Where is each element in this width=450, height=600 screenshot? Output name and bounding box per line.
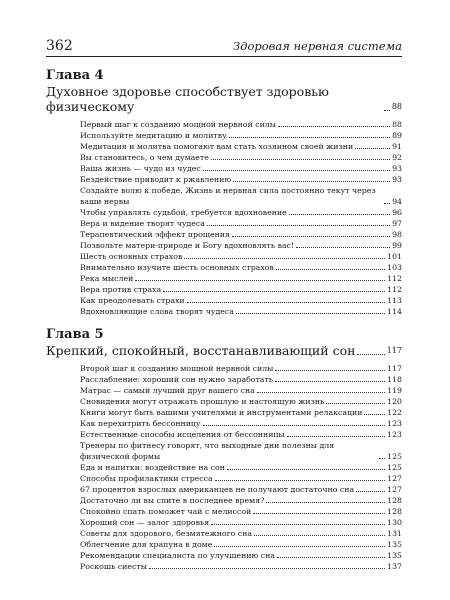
entry-title: Шесть основных страхов <box>80 252 183 261</box>
dot-leader <box>275 381 385 382</box>
entry-title: Создайте волю к победе. Жизнь и нервная сила постоянно текут через ваши нервы <box>80 186 376 206</box>
header-rule <box>46 56 402 57</box>
toc-entry[interactable] <box>80 295 402 306</box>
entry-page-number: 89 <box>392 131 402 140</box>
entry-title: 67 процентов взрослых американцев не получают достаточно сна <box>80 485 355 494</box>
chapter-title-row[interactable] <box>46 84 402 114</box>
entry-page-number: 93 <box>392 175 402 184</box>
entry-title: Книги могут быть вашими учителями и инструментами релаксации <box>80 408 363 417</box>
toc-entry[interactable] <box>80 284 402 295</box>
toc-entry[interactable] <box>80 119 402 130</box>
entry-title: Позвольте матери-природе и Богу вдохновлять вас! <box>80 241 295 250</box>
entry-page-number: 137 <box>387 562 402 571</box>
entry-title: Еда и напитки: воздействие на сон <box>80 463 225 472</box>
dot-leader <box>357 354 384 355</box>
dot-leader <box>289 214 390 215</box>
toc-entry[interactable] <box>80 130 402 141</box>
entry-title: Советы для здорового, безмятежного сна <box>80 529 253 538</box>
entry-title: Тренеры по фитнесу говорят, что выходные дни полезны для физической формы <box>80 441 335 461</box>
entry-title: Река мыслей <box>80 274 134 283</box>
entry-page-number: 101 <box>387 252 402 261</box>
toc-entry[interactable] <box>80 407 402 418</box>
dot-leader <box>355 148 390 149</box>
entry-title: Медитация и молитва помогают вам стать хозяином своей жизни <box>80 142 354 151</box>
entry-page-number: 128 <box>387 507 402 516</box>
toc-entry[interactable] <box>80 185 402 207</box>
running-title: Здоровая нервная система <box>232 39 402 53</box>
entry-page-number: 122 <box>387 408 402 417</box>
entry-title: Вы становитесь, о чем думаете <box>80 153 209 162</box>
dot-leader <box>163 291 385 292</box>
toc-entry[interactable] <box>80 440 402 462</box>
dot-leader <box>135 280 385 281</box>
dot-leader <box>214 546 385 547</box>
dot-leader <box>356 491 385 492</box>
page-number: 362 <box>46 38 73 54</box>
chapter-label: Глава 4 <box>46 68 104 83</box>
entry-title: Первый шаг к созданию мощной нервной силы <box>80 120 276 129</box>
entry-page-number: 114 <box>387 307 402 316</box>
toc-entry[interactable] <box>80 550 402 561</box>
toc-entry[interactable] <box>80 251 402 262</box>
dot-leader <box>203 425 386 426</box>
entry-page-number: 92 <box>392 153 402 162</box>
entry-page-number: 91 <box>392 142 402 151</box>
entry-page-number: 127 <box>387 474 402 483</box>
entry-title: Вера против страха <box>80 285 162 294</box>
chapter-page-number: 117 <box>386 346 402 355</box>
entry-page-number: 97 <box>392 219 402 228</box>
toc-entry[interactable] <box>80 462 402 473</box>
entry-page-number: 125 <box>387 452 402 461</box>
toc-entry[interactable] <box>80 528 402 539</box>
entry-title: Естественные способы исцеления от бессонницы <box>80 430 285 439</box>
entry-title: Спокойно спать поможет чай с мелиссой <box>80 507 252 516</box>
entry-title: Роскошь сиесты <box>80 562 147 571</box>
toc-entry[interactable] <box>80 218 402 229</box>
dot-leader <box>215 480 385 481</box>
entry-page-number: 93 <box>392 164 402 173</box>
dot-leader <box>278 126 390 127</box>
entry-title: Способы профилактики стресса <box>80 474 213 483</box>
dot-leader <box>203 170 390 171</box>
dot-leader <box>296 247 390 248</box>
entry-title: Чтобы управлять судьбой, требуется вдохновение <box>80 208 287 217</box>
dot-leader <box>232 236 390 237</box>
toc-entry[interactable] <box>80 273 402 284</box>
entry-title: Матрас — самый лучший друг вашего сна <box>80 386 255 395</box>
dot-leader <box>229 137 390 138</box>
toc-entry[interactable] <box>80 385 402 396</box>
dot-leader <box>211 524 385 525</box>
entry-page-number: 125 <box>387 463 402 472</box>
entry-page-number: 88 <box>392 120 402 129</box>
entry-page-number: 112 <box>387 285 402 294</box>
toc-entry[interactable] <box>80 262 402 273</box>
toc-entry[interactable] <box>80 240 402 251</box>
entry-page-number: 120 <box>387 397 402 406</box>
toc-entry[interactable] <box>80 363 402 374</box>
table-of-contents <box>46 68 402 582</box>
toc-entry[interactable] <box>80 141 402 152</box>
entry-title: Внимательно изучите шесть основных страхов <box>80 263 274 272</box>
entry-page-number: 118 <box>387 375 402 384</box>
entry-title: Облегчение для храпуна в доме <box>80 540 213 549</box>
chapter-page-number: 88 <box>391 102 402 111</box>
dot-leader <box>287 436 385 437</box>
entry-page-number: 123 <box>387 419 402 428</box>
entry-page-number: 119 <box>387 386 402 395</box>
entry-title: Терапевтический эффект прощения <box>80 230 230 239</box>
dot-leader <box>184 258 385 259</box>
entry-page-number: 112 <box>387 274 402 283</box>
entry-title: Достаточно ли вы спите в последнее время? <box>80 496 265 505</box>
toc-entry[interactable] <box>80 473 402 484</box>
entry-title: Второй шаг к созданию мощной нервной силы <box>80 364 274 373</box>
dot-leader <box>276 269 385 270</box>
dot-leader <box>207 225 390 226</box>
toc-entry[interactable] <box>80 495 402 506</box>
entry-page-number: 98 <box>392 230 402 239</box>
chapter-title: Духовное здоровье способствует здоровью физическому <box>46 84 329 114</box>
dot-leader <box>149 568 385 569</box>
toc-entry[interactable] <box>80 229 402 240</box>
toc-entry[interactable] <box>80 506 402 517</box>
entry-page-number: 99 <box>392 241 402 250</box>
dot-leader <box>277 557 385 558</box>
toc-entry[interactable] <box>80 152 402 163</box>
dot-leader <box>211 159 390 160</box>
entry-title: Ваша жизнь — чудо из чудес <box>80 164 201 173</box>
chapter-title: Крепкий, спокойный, восстанавливающий сон <box>46 343 356 358</box>
entry-title: Хороший сон — залог здоровья <box>80 518 210 527</box>
entry-title: Вера и видение творят чудеса <box>80 219 205 228</box>
toc-entry[interactable] <box>80 163 402 174</box>
entry-page-number: 131 <box>387 529 402 538</box>
chapter-label: Глава 5 <box>46 327 104 342</box>
toc-entry[interactable] <box>80 418 402 429</box>
entry-page-number: 135 <box>387 540 402 549</box>
entry-page-number: 96 <box>392 208 402 217</box>
entry-title: Вдохновляющие слова творят чудеса <box>80 307 234 316</box>
dot-leader <box>364 414 385 415</box>
dot-leader <box>275 370 385 371</box>
toc-entry[interactable] <box>80 374 402 385</box>
chapter-title-row[interactable] <box>46 343 402 358</box>
entry-title: Бездействие приводит к ржавлению <box>80 175 232 184</box>
entry-title: Как перехитрить бессонницу <box>80 419 201 428</box>
entry-page-number: 94 <box>392 197 402 206</box>
dot-leader <box>254 535 385 536</box>
entry-page-number: 127 <box>387 485 402 494</box>
dot-leader <box>379 458 385 459</box>
entry-title: Сновидения могут отражать прошлую и настоящую жизнь <box>80 397 325 406</box>
dot-leader <box>253 513 385 514</box>
chapter-section <box>46 327 402 572</box>
entry-page-number: 117 <box>387 364 402 373</box>
toc-entry[interactable] <box>80 517 402 528</box>
entry-page-number: 135 <box>387 551 402 560</box>
entry-title: Рекомендации специалиста по улучшению сна <box>80 551 276 560</box>
toc-entry[interactable] <box>80 306 402 317</box>
dot-leader <box>227 469 385 470</box>
entry-title: Как преодолевать страхи <box>80 296 185 305</box>
toc-entry[interactable] <box>80 561 402 572</box>
dot-leader <box>326 403 385 404</box>
dot-leader <box>233 181 390 182</box>
entry-page-number: 128 <box>387 496 402 505</box>
dot-leader <box>187 302 386 303</box>
toc-entry[interactable] <box>80 429 402 440</box>
dot-leader <box>266 502 385 503</box>
entry-page-number: 130 <box>387 518 402 527</box>
entry-list <box>80 363 402 572</box>
entry-page-number: 113 <box>387 296 402 305</box>
toc-entry[interactable] <box>80 207 402 218</box>
entry-page-number: 103 <box>387 263 402 272</box>
dot-leader <box>384 110 390 111</box>
entry-title: Расслабление: хороший сон нужно заработать <box>80 375 274 384</box>
dot-leader <box>384 203 390 204</box>
entry-page-number: 123 <box>387 430 402 439</box>
entry-list <box>80 119 402 317</box>
toc-entry[interactable] <box>80 396 402 407</box>
toc-entry[interactable] <box>80 484 402 495</box>
toc-entry[interactable] <box>80 539 402 550</box>
toc-entry[interactable] <box>80 174 402 185</box>
entry-title: Используйте медитацию и молитву <box>80 131 227 140</box>
chapter-section <box>46 68 402 317</box>
page-header <box>46 38 402 54</box>
dot-leader <box>257 392 385 393</box>
dot-leader <box>236 313 385 314</box>
